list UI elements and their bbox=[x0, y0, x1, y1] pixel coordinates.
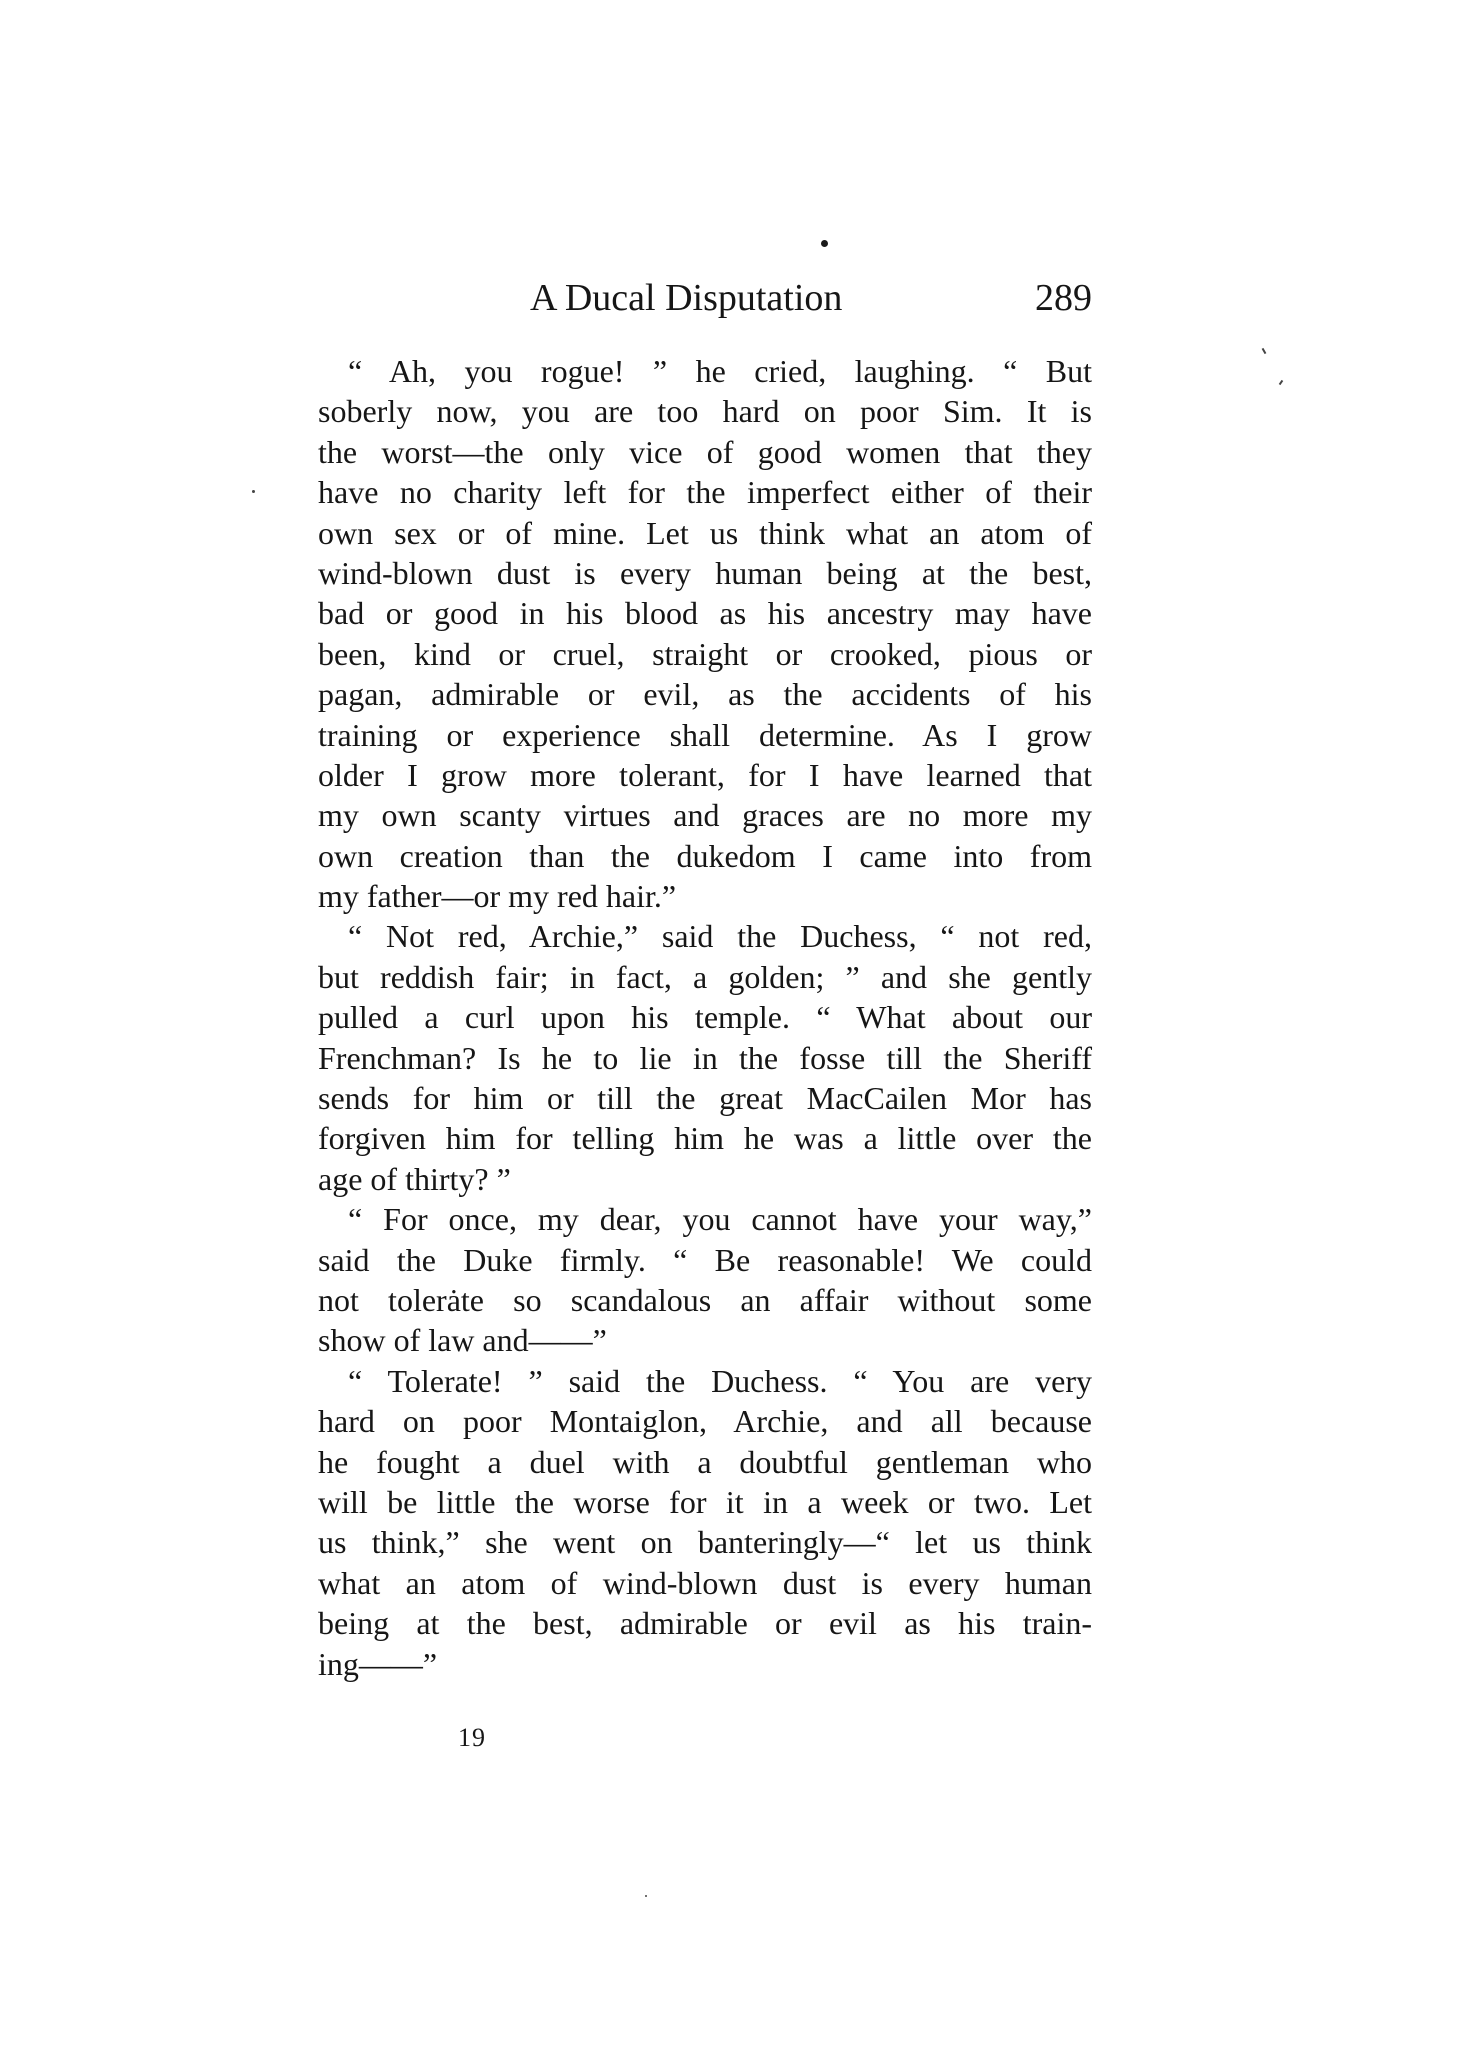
ink-speck bbox=[645, 1895, 647, 1897]
running-header bbox=[318, 268, 1092, 328]
ink-speck bbox=[1262, 348, 1267, 354]
ink-dot bbox=[821, 240, 828, 247]
text-line: what an atom of wind-blown dust is every human bbox=[318, 1564, 1092, 1601]
text-line: “ Tolerate! ” said the Duchess. “ You are very bbox=[348, 1362, 1092, 1399]
text-line: pagan, admirable or evil, as the accidents of his bbox=[318, 676, 1092, 713]
ink-speck bbox=[252, 490, 255, 493]
text-line: being at the best, admirable or evil as his train- bbox=[318, 1605, 1092, 1642]
text-line: the worst—the only vice of good women that they bbox=[318, 433, 1092, 470]
text-line: but reddish fair; in fact, a golden; ” and she gently bbox=[318, 958, 1092, 995]
text-line: will be little the worse for it in a week or two. Let bbox=[318, 1483, 1092, 1520]
text-line: have no charity left for the imperfect either of their bbox=[318, 474, 1092, 511]
running-title: A Ducal Disputation bbox=[530, 277, 843, 319]
text-line: show of law and——” bbox=[318, 1322, 607, 1359]
text-line: forgiven him for telling him he was a little over the bbox=[318, 1120, 1092, 1157]
text-line: own sex or of mine. Let us think what an atom of bbox=[318, 514, 1092, 551]
text-line: wind-blown dust is every human being at the best, bbox=[318, 554, 1092, 591]
text-line: soberly now, you are too hard on poor Sim. It is bbox=[318, 393, 1092, 430]
text-line: bad or good in his blood as his ancestry may have bbox=[318, 595, 1092, 632]
text-line: Frenchman? Is he to lie in the fosse till the Sheriff bbox=[318, 1039, 1092, 1076]
text-line: my father—or my red hair.” bbox=[318, 878, 677, 915]
page-number: 289 bbox=[1035, 277, 1092, 319]
text-line: “ Ah, you rogue! ” he cried, laughing. “ But bbox=[348, 353, 1092, 389]
text-line: my own scanty virtues and graces are no more my bbox=[318, 797, 1092, 834]
text-line: us think,” she went on banteringly—“ let us think bbox=[318, 1524, 1092, 1561]
body-text bbox=[318, 351, 1092, 1684]
text-line: pulled a curl upon his temple. “ What about our bbox=[318, 999, 1092, 1036]
text-line: hard on poor Montaiglon, Archie, and all because bbox=[318, 1403, 1092, 1440]
text-line: ing——” bbox=[318, 1645, 438, 1682]
text-line: sends for him or till the great MacCailen Mor has bbox=[318, 1080, 1092, 1117]
text-line: older I grow more tolerant, for I have learned that bbox=[318, 756, 1092, 793]
signature-mark: 19 bbox=[458, 1723, 486, 1752]
text-line: training or experience shall determine. As I grow bbox=[318, 716, 1092, 753]
text-line: “ For once, my dear, you cannot have your way,” bbox=[348, 1201, 1092, 1238]
ink-speck bbox=[1279, 380, 1284, 385]
text-line: “ Not red, Archie,” said the Duchess, “ not red, bbox=[348, 918, 1092, 955]
text-line: said the Duke firmly. “ Be reasonable! We could bbox=[318, 1241, 1092, 1278]
text-line: he fought a duel with a doubtful gentleman who bbox=[318, 1443, 1092, 1480]
text-line: own creation than the dukedom I came into from bbox=[318, 837, 1092, 874]
text-line: age of thirty? ” bbox=[318, 1160, 511, 1197]
text-line: been, kind or cruel, straight or crooked, pious or bbox=[318, 635, 1092, 672]
text-line: not tolerȧte so scandalous an affair without some bbox=[318, 1281, 1092, 1318]
